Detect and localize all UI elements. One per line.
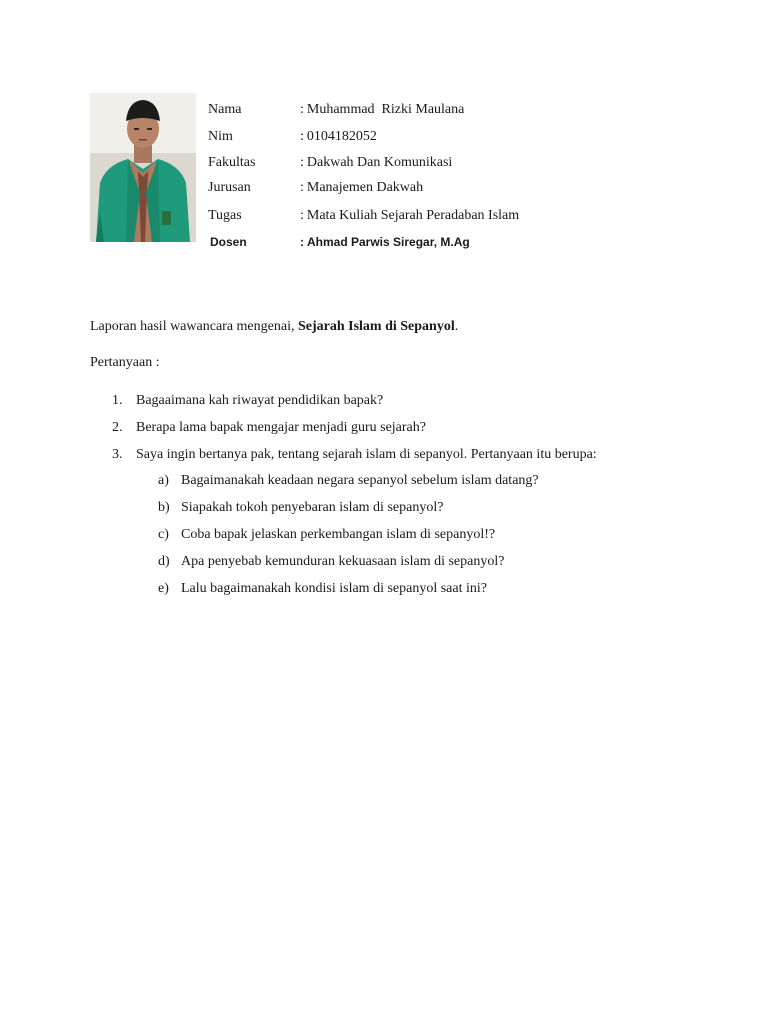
list-number: 1. (112, 393, 123, 408)
list-text: Coba bapak jelaskan perkembangan islam di sepanyol!? (181, 527, 496, 542)
info-separator: : (300, 235, 304, 249)
info-separator: : (300, 208, 304, 223)
list-number: 2. (112, 420, 123, 435)
info-value: Ahmad Parwis Siregar, M.Ag (307, 235, 470, 249)
list-text: Lalu bagaimanakah kondisi islam di sepanyol saat ini? (181, 581, 487, 596)
info-value: 0104182052 (306, 129, 377, 144)
list-text: Bagaaimana kah riwayat pendidikan bapak? (136, 393, 384, 408)
info-label: Jurusan (208, 180, 251, 195)
list-number: 3. (112, 447, 123, 462)
list-text: Siapakah tokoh penyebaran islam di sepanyol? (181, 500, 444, 515)
info-label: Tugas (208, 208, 242, 223)
list-text: Berapa lama bapak mengajar menjadi guru sejarah? (136, 420, 426, 435)
info-label: Dosen (210, 235, 247, 249)
list-text: Bagaimanakah keadaan negara sepanyol sebelum islam datang? (181, 473, 539, 488)
intro-paragraph (90, 317, 458, 337)
info-value: Dakwah Dan Komunikasi (306, 155, 453, 170)
intro-text: Laporan hasil wawancara mengenai, (90, 319, 298, 334)
info-value: Mata Kuliah Sejarah Peradaban Islam (306, 208, 520, 223)
info-separator: : (300, 102, 304, 117)
list-text: Apa penyebab kemunduran kekuasaan islam di sepanyol? (181, 554, 505, 569)
info-label: Nama (208, 102, 242, 117)
list-text: Saya ingin bertanya pak, tentang sejarah islam di sepanyol. Pertanyaan itu berupa: (136, 447, 597, 462)
intro-end: . (454, 319, 459, 334)
info-value: Manajemen Dakwah (306, 180, 424, 195)
info-separator: : (300, 180, 304, 195)
questions-heading: Pertanyaan : (90, 355, 160, 370)
list-letter: d) (158, 554, 170, 569)
info-separator: : (300, 155, 304, 170)
list-letter: a) (158, 473, 169, 488)
intro-topic: Sejarah Islam di Sepanyol (297, 319, 455, 334)
list-letter: e) (158, 581, 169, 596)
profile-photo (90, 93, 196, 242)
list-letter: c) (158, 527, 169, 542)
info-label: Fakultas (208, 155, 256, 170)
info-label: Nim (208, 129, 233, 144)
info-value: Muhammad Rizki Maulana (306, 102, 465, 117)
list-letter: b) (158, 500, 170, 515)
info-separator: : (300, 129, 304, 144)
